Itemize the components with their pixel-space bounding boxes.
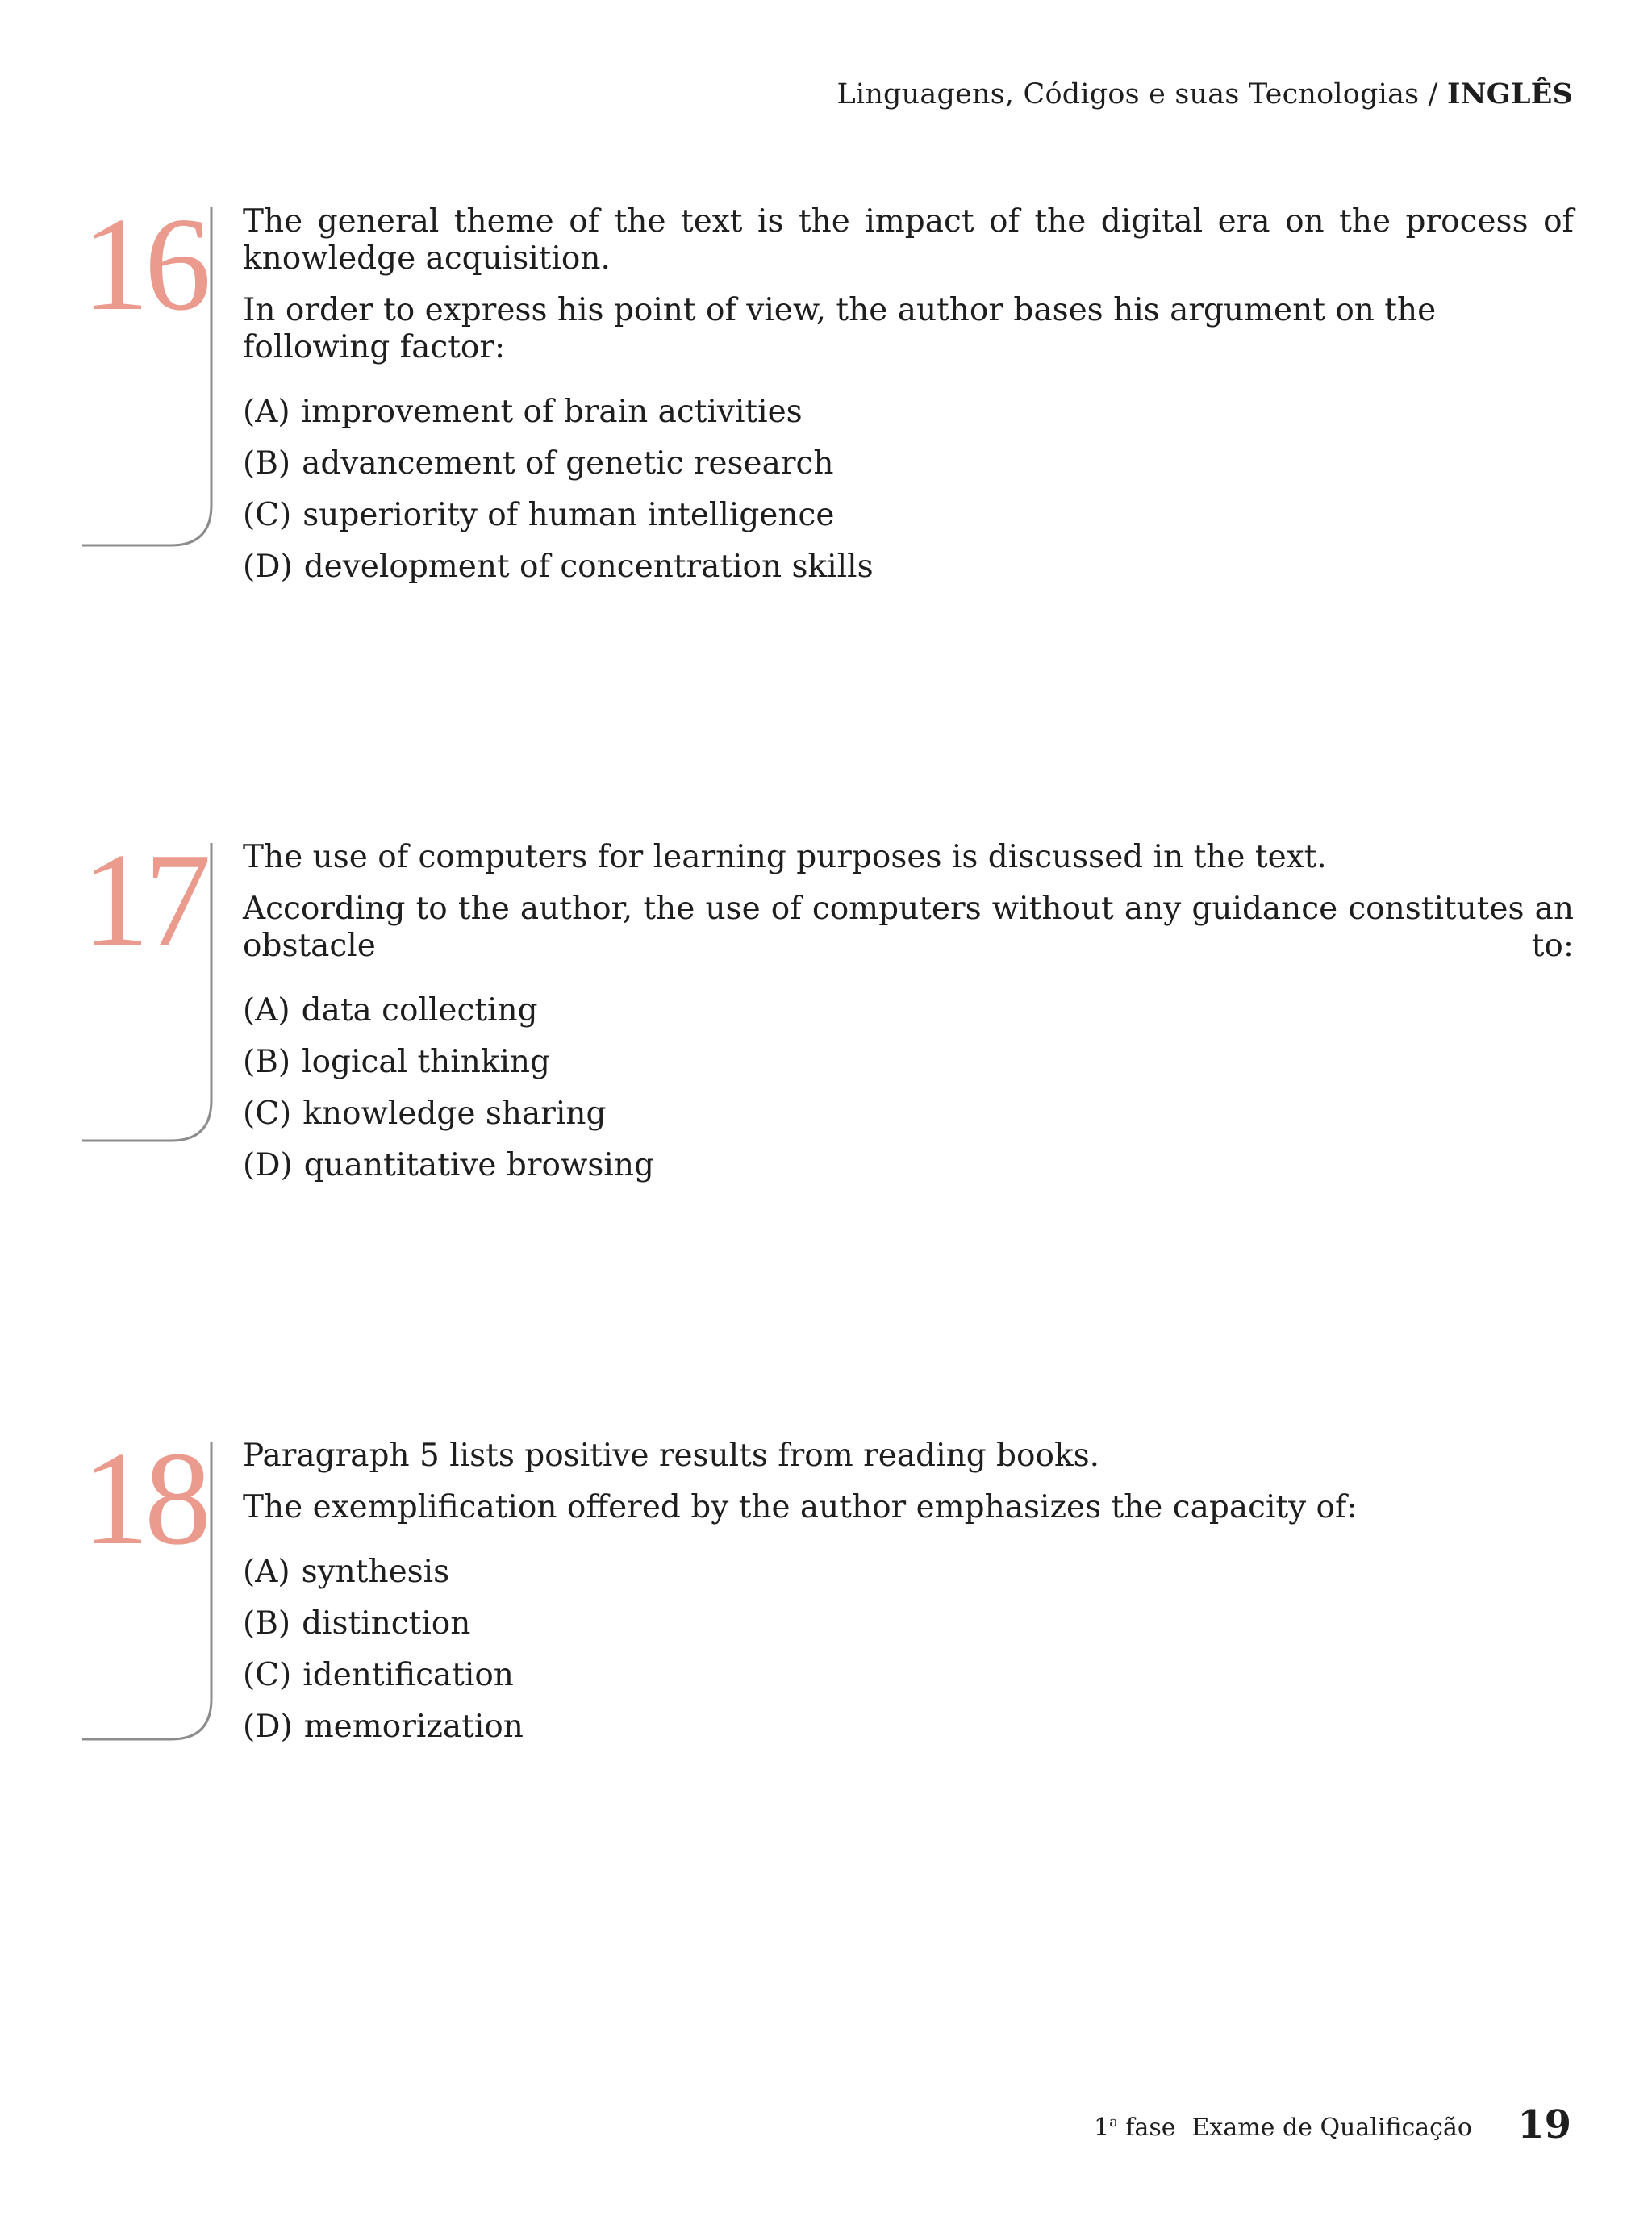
question-bracket — [79, 190, 216, 552]
option-text: synthesis — [301, 1554, 450, 1590]
option-c[interactable] — [243, 497, 1574, 549]
option-a[interactable] — [243, 992, 1574, 1044]
option-c[interactable] — [243, 1657, 1574, 1709]
header-separator: / — [1419, 78, 1447, 111]
question-number: 18 — [82, 1424, 206, 1572]
footer-exam-name: Exame de Qualificação — [1191, 2114, 1472, 2142]
option-letter: (B) — [243, 445, 291, 482]
answer-options — [243, 394, 1574, 600]
option-letter: (C) — [243, 497, 292, 533]
page-header — [836, 77, 1573, 111]
option-letter: (A) — [243, 1554, 290, 1590]
option-text: improvement of brain activities — [301, 394, 803, 430]
option-text: quantitative browsing — [303, 1147, 654, 1183]
option-d[interactable] — [243, 1709, 1574, 1760]
question-statement: The general theme of the text is the impact of the digital era on the process of knowledge acquisition. — [243, 203, 1574, 277]
option-letter: (B) — [243, 1044, 291, 1080]
option-letter: (D) — [243, 1709, 293, 1745]
page-number: 19 — [1517, 2102, 1571, 2147]
option-text: logical thinking — [302, 1044, 551, 1080]
option-text: advancement of genetic research — [302, 445, 834, 482]
option-text: data collecting — [301, 992, 538, 1029]
option-letter: (A) — [243, 394, 290, 430]
option-text: distinction — [302, 1605, 471, 1642]
question-body — [243, 839, 1574, 1199]
option-c[interactable] — [243, 1095, 1574, 1147]
option-letter: (C) — [243, 1657, 292, 1693]
question-statement: Paragraph 5 lists positive results from reading books. — [243, 1438, 1100, 1474]
option-d[interactable] — [243, 549, 1574, 600]
option-text: memorization — [303, 1709, 524, 1745]
question-body — [243, 1438, 1574, 1760]
question-prompt: According to the author, the use of computers without any guidance constitutes an obstacle to: — [243, 891, 1574, 964]
page-footer — [1094, 2114, 1472, 2142]
footer-phase-sup: a — [1109, 2114, 1118, 2130]
answer-options — [243, 1554, 1574, 1760]
question-bracket — [79, 1424, 216, 1746]
footer-phase-label: fase — [1125, 2114, 1176, 2142]
option-d[interactable] — [243, 1147, 1574, 1199]
footer-phase — [1094, 2114, 1176, 2142]
option-letter: (D) — [243, 1147, 293, 1183]
option-text: superiority of human intelligence — [302, 497, 835, 533]
option-letter: (C) — [243, 1095, 292, 1132]
option-b[interactable] — [243, 445, 1574, 497]
header-subject: INGLÊS — [1446, 77, 1573, 111]
question-bracket — [79, 825, 216, 1147]
option-a[interactable] — [243, 394, 1574, 445]
question-body — [243, 203, 1574, 600]
answer-options — [243, 992, 1574, 1199]
question-prompt: The exemplification offered by the author emphasizes the capacity of: — [243, 1489, 1358, 1525]
footer-phase-number: 1 — [1094, 2114, 1110, 2142]
option-letter: (B) — [243, 1605, 291, 1642]
option-letter: (A) — [243, 992, 290, 1029]
option-a[interactable] — [243, 1554, 1574, 1605]
question-statement: The use of computers for learning purposes is discussed in the text. — [243, 839, 1327, 875]
question-number: 17 — [82, 825, 206, 974]
question-prompt: In order to express his point of view, the author bases his argument on the following factor: — [243, 292, 1437, 365]
option-b[interactable] — [243, 1605, 1574, 1657]
option-text: development of concentration skills — [303, 549, 874, 585]
option-text: identification — [302, 1657, 514, 1693]
header-area: Linguagens, Códigos e suas Tecnologias — [836, 78, 1420, 111]
question-number: 16 — [82, 190, 206, 338]
option-letter: (D) — [243, 549, 293, 585]
option-b[interactable] — [243, 1044, 1574, 1095]
option-text: knowledge sharing — [302, 1095, 607, 1132]
